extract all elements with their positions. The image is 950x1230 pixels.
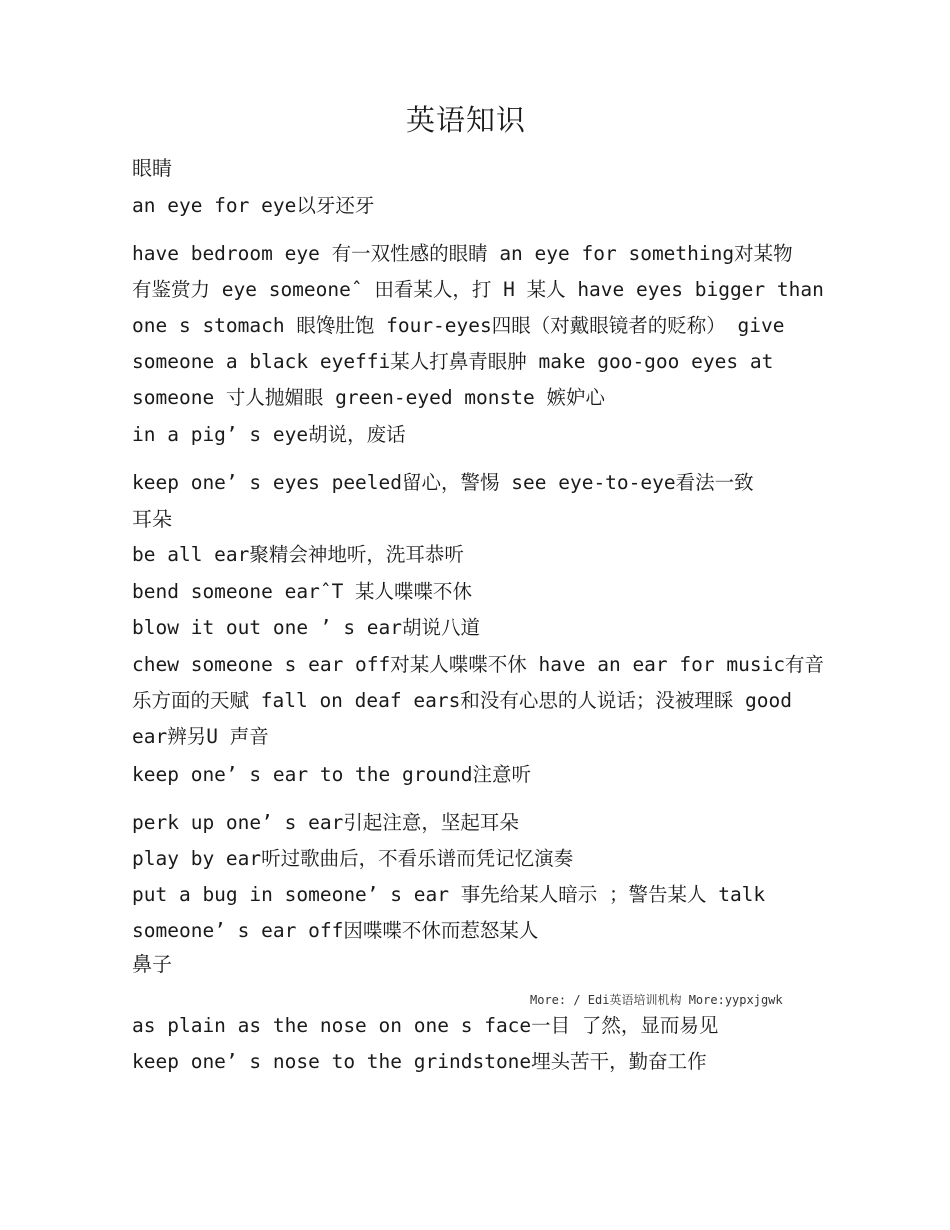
text-line: blow it out one ’ s ear胡说八道 [132,616,481,639]
text-line: one s stomach 眼馋肚饱 four-eyes四眼（对戴眼镜者的贬称） give [132,314,785,337]
text-line: 有鉴赏力 eye someoneˆ 田看某人，打 H 某人 have eyes bigger than [132,278,824,301]
footer-note: More: / Edi英语培训机构 More:yypxjgwk [530,993,783,1007]
text-line: chew someone s ear off对某人喋喋不休 have an ear for music有音 [132,653,825,676]
text-line: bend someone earˆT 某人喋喋不休 [132,580,473,603]
text-line: in a pig’ s eye胡说，废话 [132,423,406,446]
text-line: keep one’ s eyes peeled留心，警惕 see eye-to-eye看法一致 [132,471,754,494]
text-line: someone a black eyeffi某人打鼻青眼肿 make goo-goo eyes at [132,350,774,373]
text-line: keep one’ s nose to the grindstone埋头苦干，勤奋工作 [132,1050,707,1073]
text-line: as plain as the nose on one s face一目 了然，显而易见 [132,1014,719,1037]
text-line: play by ear听过歌曲后，不看乐谱而凭记忆演奏 [132,847,574,870]
text-line: have bedroom eye 有一双性感的眼睛 an eye for something对某物 [132,242,793,265]
text-line: be all ear聚精会神地听，洗耳恭听 [132,543,464,566]
section-heading-nose: 鼻子 [132,952,172,976]
text-line: 乐方面的天赋 fall on deaf ears和没有心思的人说话；没被理睬 good [132,689,793,712]
text-line: ear辨另U 声音 [132,725,269,748]
text-line: perk up one’ s ear引起注意，坚起耳朵 [132,811,519,834]
section-heading-eyes: 眼睛 [132,156,172,180]
text-line: someone’ s ear off因喋喋不休而惹怒某人 [132,919,539,942]
text-line: put a bug in someone’ s ear 事先给某人暗示 ；警告某人 talk [132,883,766,906]
section-heading-ears: 耳朵 [132,507,172,531]
text-line: someone 寸人抛媚眼 green-eyed monste 嫉妒心 [132,386,605,409]
page-title: 英语知识 [405,103,526,137]
text-line: keep one’ s ear to the ground注意听 [132,763,531,786]
text-line: an eye for eye以牙还牙 [132,194,375,217]
